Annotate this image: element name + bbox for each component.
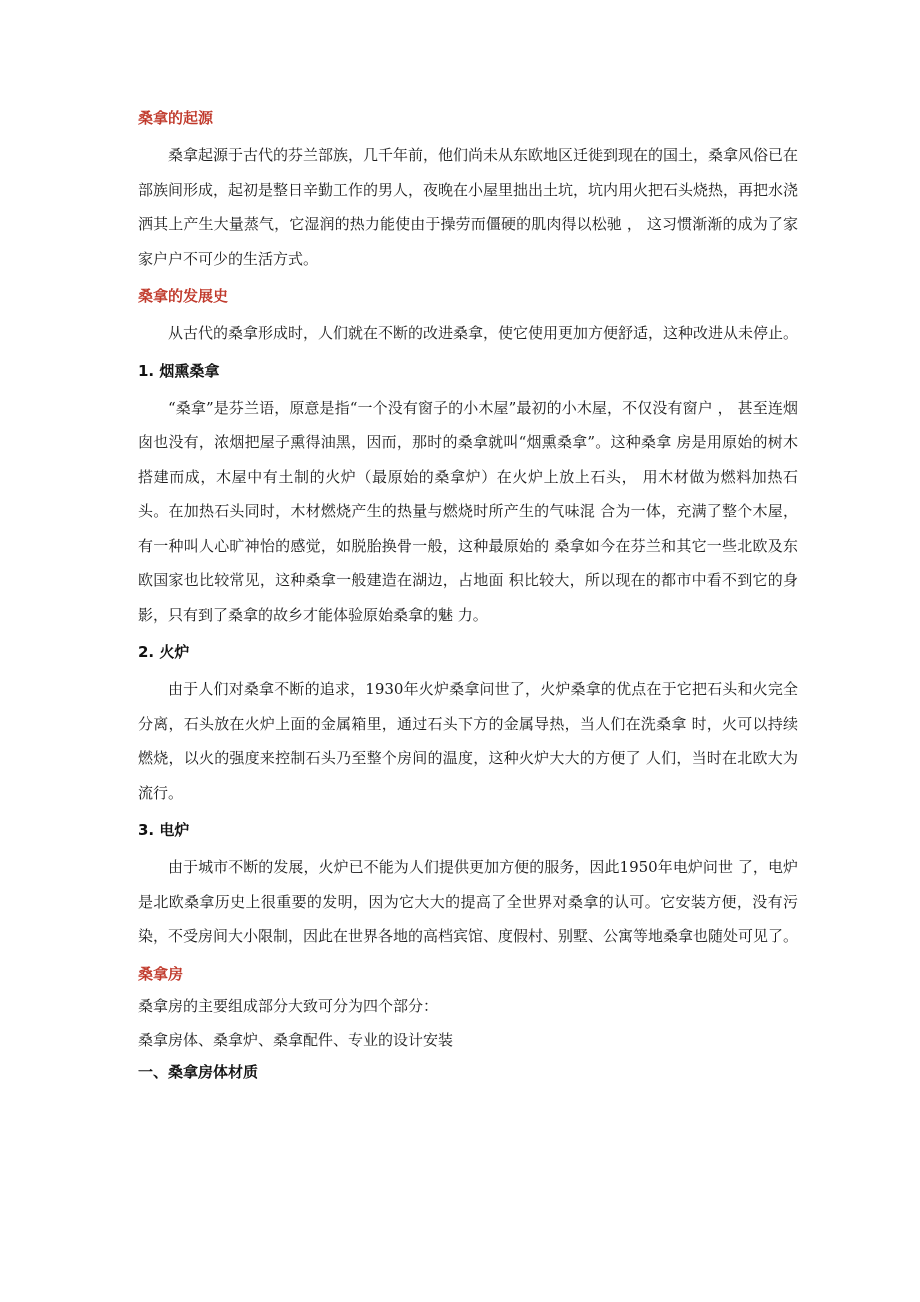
- paragraph-room-components: 桑拿房的主要组成部分大致可分为四个部分：: [138, 996, 439, 1015]
- heading-smoke-sauna: 1. 烟熏桑拿: [138, 361, 220, 380]
- document-body: [138, 108, 798, 1082]
- heading-sauna-room: 桑拿房: [138, 964, 184, 983]
- paragraph-electric-stove: 由于城市不断的发展，火炉已不能为人们提供更加方便的服务，因此1950年电炉问世 了，电炉是北欧桑拿历史上很重要的发明，因为它大大的提高了全世界对桑拿的认可。它安装方便，没有污染，不受房间大小限制，因此在世界各地的高档宾馆、度假村、别墅、公寓等地桑拿也随处可见了。: [138, 858, 799, 945]
- paragraph-history: 从古代的桑拿形成时，人们就在不断的改进桑拿，使它使用更加方便舒适，这种改进从未停止。: [168, 324, 799, 342]
- heading-origin: 桑拿的起源: [138, 109, 214, 127]
- paragraph-stove: 由于人们对桑拿不断的追求，1930年火炉桑拿问世了，火炉桑拿的优点在于它把石头和火完全分离，石头放在火炉上面的金属箱里，通过石头下方的金属导热，当人们在洗桑拿 时，火可以持续燃烧，以火的强度来控制石头乃至整个房间的温度，这种火炉大大的方便了 人们，当时在北欧大为流行。: [138, 680, 798, 802]
- heading-room-material: 一、桑拿房体材质: [138, 1062, 259, 1081]
- paragraph-origin: 桑拿起源于古代的芬兰部族，几千年前，他们尚未从东欧地区迁徙到现在的国土，桑拿风俗已在部族间形成，起初是整日辛勤工作的男人，夜晚在小屋里拙出土坑，坑内用火把石头烧热，再把水浇洒其上产生大量蒸气，它湿润的热力能使由于操劳而僵硬的肌肉得以松驰 ， 这习惯渐渐的成为了家家户户不可少的生活方式。: [138, 146, 799, 268]
- heading-electric-stove: 3. 电炉: [138, 821, 190, 839]
- heading-stove: 2. 火炉: [138, 643, 190, 661]
- paragraph-room-parts: 桑拿房体、桑拿炉、桑拿配件、专业的设计安装: [138, 1030, 454, 1049]
- heading-history: 桑拿的发展史: [138, 287, 229, 305]
- paragraph-smoke-sauna: “桑拿”是芬兰语，原意是指“一个没有窗子的小木屋”最初的小木屋，不仅没有窗户 ， 甚至连烟囱也没有，浓烟把屋子熏得油黑，因而，那时的桑拿就叫“烟熏桑拿”。这种桑拿 房是用原始的树木搭建而成，木屋中有土制的火炉（最原始的桑拿炉）在火炉上放上石头， 用木材做为燃料加热石头。在加热石头同时，木材燃烧产生的热量与燃烧时所产生的气味混 合为一体，充满了整个木屋，有一种叫人心旷神怡的感觉，如脱胎换骨一般，这种最原始的 桑拿如今在芬兰和其它一些北欧及东欧国家也比较常见，这种桑拿一般建造在湖边，占地面 积比较大，所以现在的都市中看不到它的身影，只有到了桑拿的故乡才能体验原始桑拿的魅 力。: [138, 398, 798, 624]
